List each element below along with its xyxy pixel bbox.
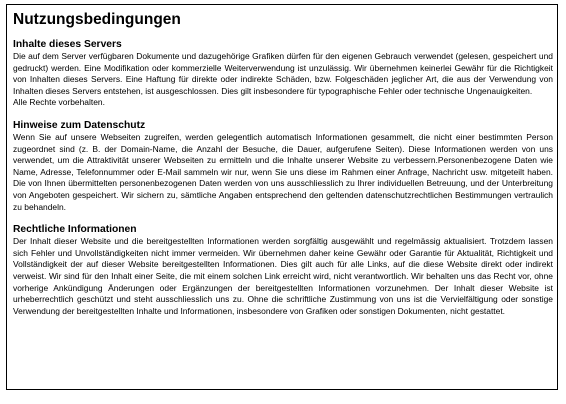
section-paragraph: Wenn Sie auf unsere Webseiten zugreifen, werden gelegentlich automatisch Informationen gesammelt, die nicht einer bestimmten Person zugeordnet sind (z. B. der Domain-Name, die Anzahl der Besuche, die Dauer, aufgerufene Seiten). Diese Informationen werden von uns verwendet, um die Attraktivität unserer Webseiten zu ermitteln und die Inhalte unserer Website zu verbessern.Personenbezogene Daten wie Name, Adresse, Telefonnummer oder E-Mail sammeln wir nur, wenn Sie uns diese im Rahmen einer Anfrage, Nachricht usw. mitgeteilt haben. Die von Ihnen übermittelten personenbezogenen Daten werden von uns ausschliesslich zu Ihrer individuellen Betreuung, und der Unterbreitung von Angeboten gespeichert. Wir sichern zu, sämtliche Angaben entsprechend den geltenden datenschutzrechtlichen Bestimmungen vertraulich zu behandeln. <box>13 131 553 212</box>
terms-document <box>6 4 558 390</box>
section-paragraph: Die auf dem Server verfügbaren Dokumente und dazugehörige Grafiken dürfen für den eigenen Gebrauch verwendet (gelesen, gespeichert und gedruckt) werden. Eine Modifikation oder kommerzielle Weiterverwendung ist unzulässig. Wir übernehmen keinerlei Gewähr für die Richtigkeit von Inhalten dieses Servers. Eine Haftung für direkte oder indirekte Schäden, bzw. Folgeschäden jeglicher Art, die aus der Verwendung von Inhalten dieses Servers entstehen, ist ausgeschlossen. Dies gilt insbesondere für typographische Fehler oder technische Ungenauigkeiten. <box>13 51 553 96</box>
section-gap <box>13 109 553 120</box>
section-heading: Rechtliche Informationen <box>13 224 137 236</box>
section-server-content <box>13 39 553 109</box>
section-paragraph: Alle Rechte vorbehalten. <box>13 97 105 108</box>
section-gap <box>13 213 553 224</box>
page-title: Nutzungsbedingungen <box>13 11 181 28</box>
section-heading: Hinweise zum Datenschutz <box>13 119 146 131</box>
section-privacy <box>13 120 553 213</box>
section-heading: Inhalte dieses Servers <box>13 39 122 50</box>
section-legal <box>13 224 553 317</box>
section-paragraph: Der Inhalt dieser Website und die bereitgestellten Informationen werden sorgfältig ausgewählt und regelmässig aktualisiert. Trotzdem lassen sich Fehler und Unvollständigkeiten nicht immer vermeiden. Wir übernehmen daher keine Gewähr oder Garantie für Aktualität, Richtigkeit und Vollständigkeit der auf dieser Website bereitgestellten Informationen. Dies gilt auch für alle Links, auf die diese Website direkt oder indirekt verweist. Wir sind für den Inhalt einer Seite, die mit einem solchen Link erreicht wird, nicht verantwortlich. Wir behalten uns das Recht vor, ohne vorherige Ankündigung Änderungen oder Ergänzungen der bereitgestellten Informationen vorzunehmen. Der Inhalt dieser Website ist urheberrechtlich geschützt und steht ausschliesslich uns zu. Ohne die schriftliche Zustimmung von uns ist die Vervielfältigung oder sonstige Verwendung der bereitgestellten Inhalte und Informationen, insbesondere von Grafiken oder sonstigen Dokumenten, nicht gestattet. <box>13 236 553 316</box>
